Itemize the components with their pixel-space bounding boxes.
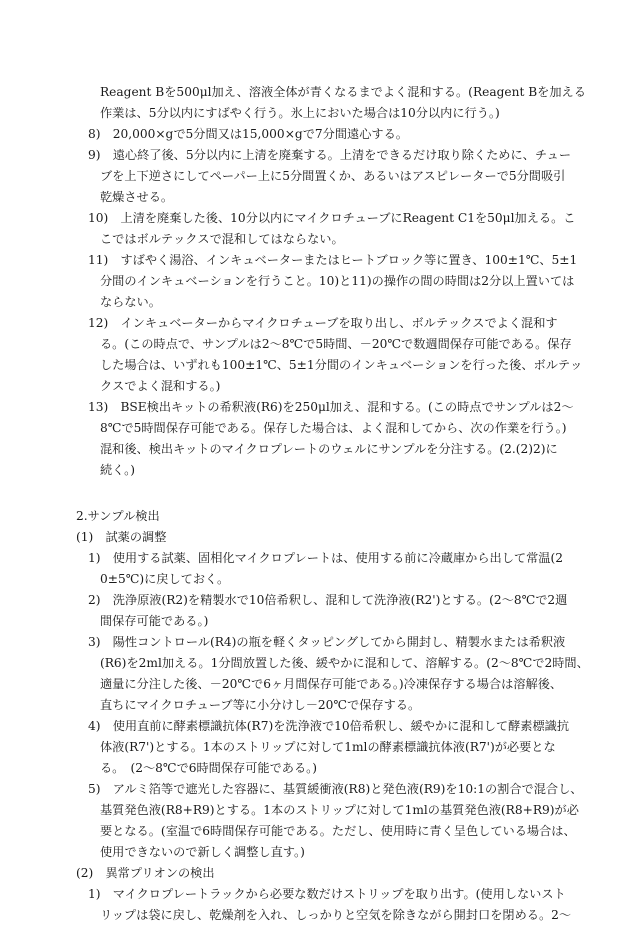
text-line: 0±5℃)に戻しておく。	[100, 572, 230, 586]
text-line: る。 (2～8℃で6時間保存可能である。)	[100, 761, 318, 775]
text-line: 乾燥させる。	[100, 190, 174, 204]
text-line: 12) インキュベーターからマイクロチューブを取り出し、ボルテックスでよく混和す	[88, 316, 558, 330]
text-line: 10) 上清を廃棄した後、10分以内にマイクロチューブにReagent C1を50μl加える。こ	[88, 211, 576, 225]
text-line: 体液(R7')とする。1本のストリップに対して1mlの酵素標識抗体液(R7')が必要とな	[100, 740, 556, 754]
text-line: 11) すばやく湯浴、インキュベーターまたはヒートブロック等に置き、100±1℃、5±1	[88, 253, 578, 267]
text-line: 2) 洗浄原液(R2)を精製水で10倍希釈し、混和して洗浄液(R2')とする。(2～8℃で2週	[88, 593, 568, 607]
text-line: 直ちにマイクロチューブ等に小分けし－20℃で保存する。	[100, 698, 421, 712]
text-line: (1) 試薬の調整	[76, 530, 167, 544]
text-line: 続く。)	[100, 463, 135, 477]
text-line: 1) マイクロプレートラックから必要な数だけストリップを取り出す。(使用しないスト	[88, 887, 566, 901]
text-line: 13) BSE検出キットの希釈液(R6)を250μl加え、混和する。(この時点でサンプルは2～	[88, 400, 574, 414]
text-line: 5) アルミ箔等で遮光した容器に、基質緩衝液(R8)と発色液(R9)を10:1の割合で混合し、	[88, 782, 583, 796]
text-line: 8) 20,000×gで5分間又は15,000×gで7分間遠心する。	[88, 127, 408, 141]
text-line: 基質発色液(R8+R9)とする。1本のストリップに対して1mlの基質発色液(R8+R9)が必	[100, 803, 579, 817]
text-line: 分間のインキュベーションを行うこと。10)と11)の操作の間の時間は2分以上置いては	[100, 274, 575, 288]
text-line: 間保存可能である。)	[100, 614, 209, 628]
text-line: 9) 遠心終了後、5分以内に上清を廃棄する。上清をできるだけ取り除くために、チュー	[88, 148, 572, 162]
text-line: 4) 使用直前に酵素標識抗体(R7)を洗浄液で10倍希釈し、緩やかに混和して酵素標識抗	[88, 719, 570, 733]
text-line: 2.サンプル検出	[76, 509, 160, 523]
text-line: 8℃で5時間保存可能である。保存した場合は、よく混和してから、次の作業を行う。)	[100, 421, 567, 435]
text-line: 使用できないので新しく調整し直す。)	[100, 845, 305, 859]
text-line: クスでよく混和する。)	[100, 379, 221, 393]
text-line: ならない。	[100, 295, 161, 309]
text-line: る。(この時点で、サンプルは2～8℃で5時間、－20℃で数週間保存可能である。保存	[100, 337, 572, 351]
text-line: 作業は、5分以内にすばやく行う。氷上においた場合は10分以内に行う。)	[100, 106, 500, 120]
text-line: 混和後、検出キットのマイクロプレートのウェルにサンプルを分注する。(2.(2)2)に	[100, 442, 558, 456]
text-line: 要となる。(室温で6時間保存可能である。ただし、使用時に青く呈色している場合は、	[100, 824, 576, 838]
text-line: ブを上下逆さにしてペーパー上に5分間置くか、あるいはアスピレーターで5分間吸引	[100, 169, 566, 183]
text-line: Reagent Bを500μl加え、溶液全体が青くなるまでよく混和する。(Reagent Bを加える	[100, 85, 586, 99]
text-line: こではボルテックスで混和してはならない。	[100, 232, 344, 246]
text-line: 1) 使用する試薬、固相化マイクロプレートは、使用する前に冷蔵庫から出して常温(2	[88, 551, 563, 565]
text-line: (2) 異常プリオンの検出	[76, 866, 215, 880]
text-line: 3) 陽性コントロール(R4)の瓶を軽くタッピングしてから開封し、精製水または希釈液	[88, 635, 566, 649]
text-line: (R6)を2ml加える。1分間放置した後、緩やかに混和して、溶解する。(2～8℃で2時間、	[100, 656, 589, 670]
text-line: 適量に分注した後、－20℃で6ヶ月間保存可能である。)冷凍保存する場合は溶解後、	[100, 677, 563, 691]
text-line: リップは袋に戻し、乾燥剤を入れ、しっかりと空気を除きながら開封口を閉める。2～	[100, 908, 572, 922]
text-line: した場合は、いずれも100±1℃、5±1分間のインキュベーションを行った後、ボルテッ	[100, 358, 583, 372]
